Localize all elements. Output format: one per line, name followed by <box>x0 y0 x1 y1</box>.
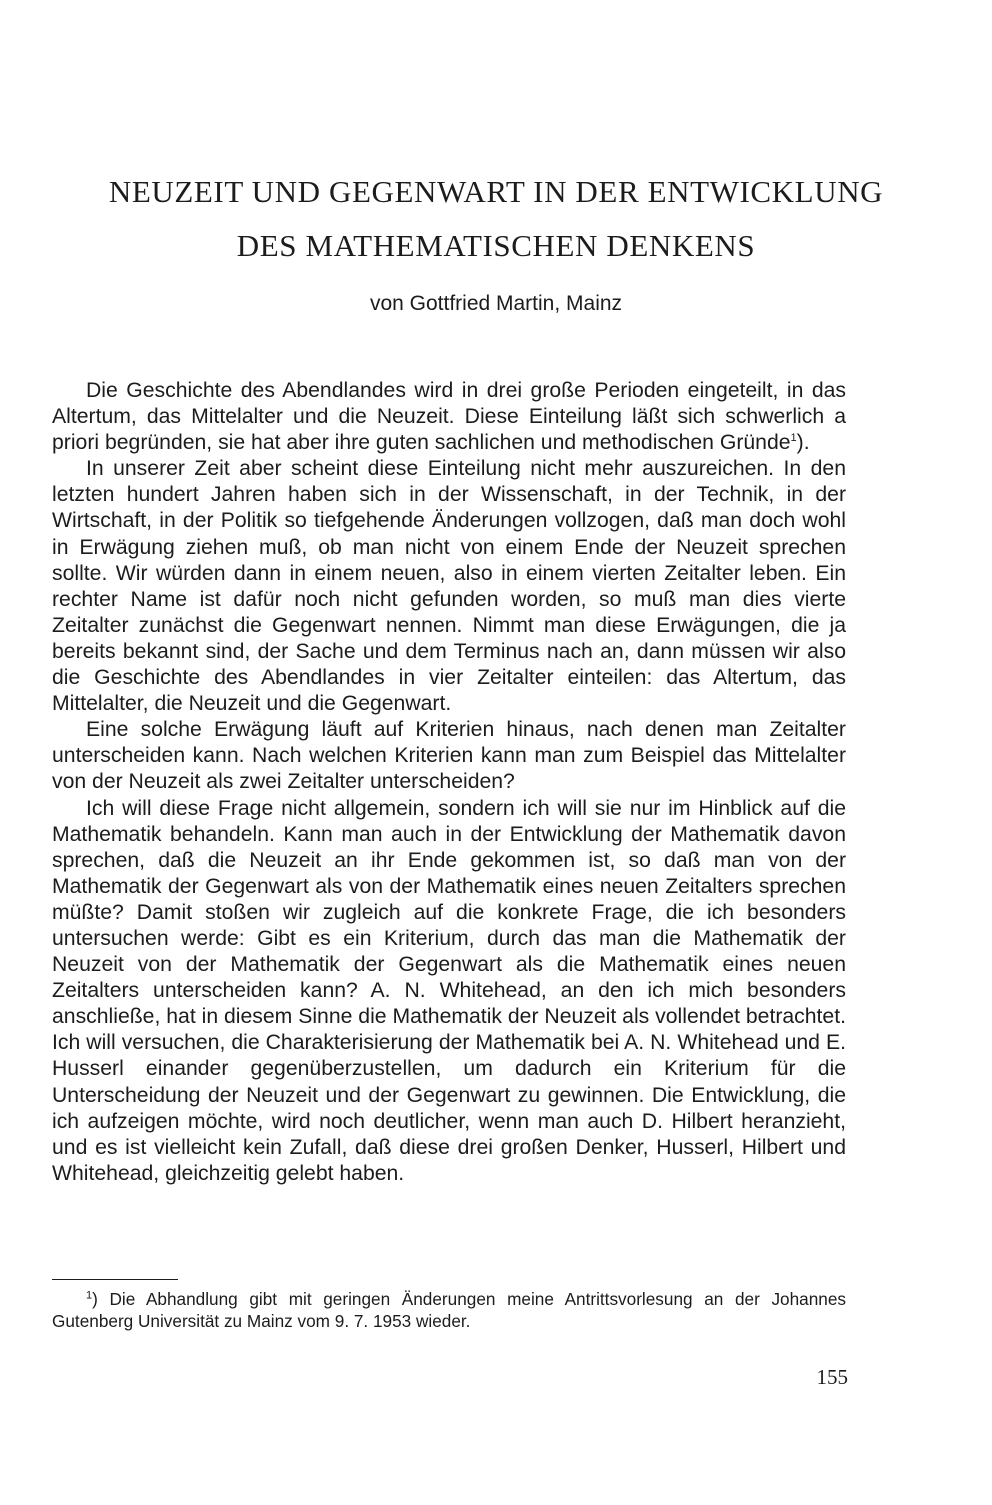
paragraph-text: Die Geschichte des Abendlandes wird in drei große Perioden eingeteilt, in das Altertum, das Mittelalter und die Neuzeit. Diese Einteilung läßt sich schwerlich a priori begründen, sie hat aber ihre guten sachlichen und methodischen Gründe <box>52 379 846 455</box>
author-byline: von Gottfried Martin, Mainz <box>369 292 623 315</box>
page-number: 155 <box>816 1365 848 1389</box>
paragraph-1 <box>52 378 846 456</box>
paragraph-tail: ). <box>796 431 810 455</box>
article-title-line-2: DES MATHEMATISCHEN DENKENS <box>236 228 756 263</box>
footnote <box>52 1289 846 1332</box>
footnote-reference: 1 <box>790 432 797 445</box>
article-title-line-1: NEUZEIT UND GEGENWART IN DER ENTWICKLUNG <box>108 174 884 209</box>
paragraph-2: In unserer Zeit aber scheint diese Einteilung nicht mehr auszureichen. In den letzten hundert Jahren haben sich in der Wissenschaft, in der Technik, in der Wirtschaft, in der Politik so tiefgehende Änderungen vollzogen, daß man doch wohl in Erwägung ziehen muß, ob man nicht von einem Ende der Neuzeit sprechen sollte. Wir würden dann in einem neuen, also in einem vierten Zeitalter leben. Ein rechter Name ist dafür noch nicht gefunden worden, so muß man dies vierte Zeitalter zunächst die Gegenwart nennen. Nimmt man diese Erwägungen, die ja bereits bekannt sind, der Sache und dem Terminus nach an, dann müssen wir also die Geschichte des Abendlandes in vier Zeitalter einteilen: das Altertum, das Mittelalter, die Neuzeit und die Gegenwart. <box>52 457 846 716</box>
paragraph-3: Eine solche Erwägung läuft auf Kriterien hinaus, nach denen man Zeitalter unterscheiden kann. Nach welchen Kriterien kann man zum Beispiel das Mittelalter von der Neuzeit als zwei Zeitalter unterscheiden? <box>52 718 846 794</box>
article-body <box>52 378 846 1187</box>
paragraph-4: Ich will diese Frage nicht allgemein, sondern ich will sie nur im Hinblick auf die Mathematik behandeln. Kann man auch in der Entwicklung der Mathematik davon sprechen, daß die Neuzeit an ihr Ende gekommen ist, so daß man von der Mathematik der Gegenwart als von der Mathematik eines neuen Zeitalters sprechen müßte? Damit stoßen wir zugleich auf die konkrete Frage, die ich besonders untersuchen werde: Gibt es ein Kriterium, durch das man die Mathematik der Neuzeit von der Mathematik der Gegenwart als die Mathematik eines neuen Zeitalters unterscheiden kann? A. N. Whitehead, an den ich mich besonders anschließe, hat in diesem Sinne die Mathematik der Neuzeit als vollendet betrachtet. Ich will versuchen, die Charakterisierung der Mathematik bei A. N. Whitehead und E. Husserl einander gegenüberzustellen, um dadurch ein Kriterium für die Unterscheidung der Neuzeit und der Gegenwart zu gewinnen. Die Entwicklung, die ich aufzeigen möchte, wird noch deutlicher, wenn man auch D. Hilbert heranzieht, und es ist vielleicht kein Zufall, daß diese drei großen Denker, Husserl, Hilbert und Whitehead, gleichzeitig gelebt haben. <box>52 796 846 1185</box>
footnote-marker: 1 <box>86 1289 93 1302</box>
footnote-separator <box>52 1279 178 1280</box>
footnote-text: ) Die Abhandlung gibt mit geringen Änderungen meine Antrittsvorlesung an der Johannes Gutenberg Universität zu Mainz vom 9. 7. 1953 wieder. <box>52 1289 846 1331</box>
